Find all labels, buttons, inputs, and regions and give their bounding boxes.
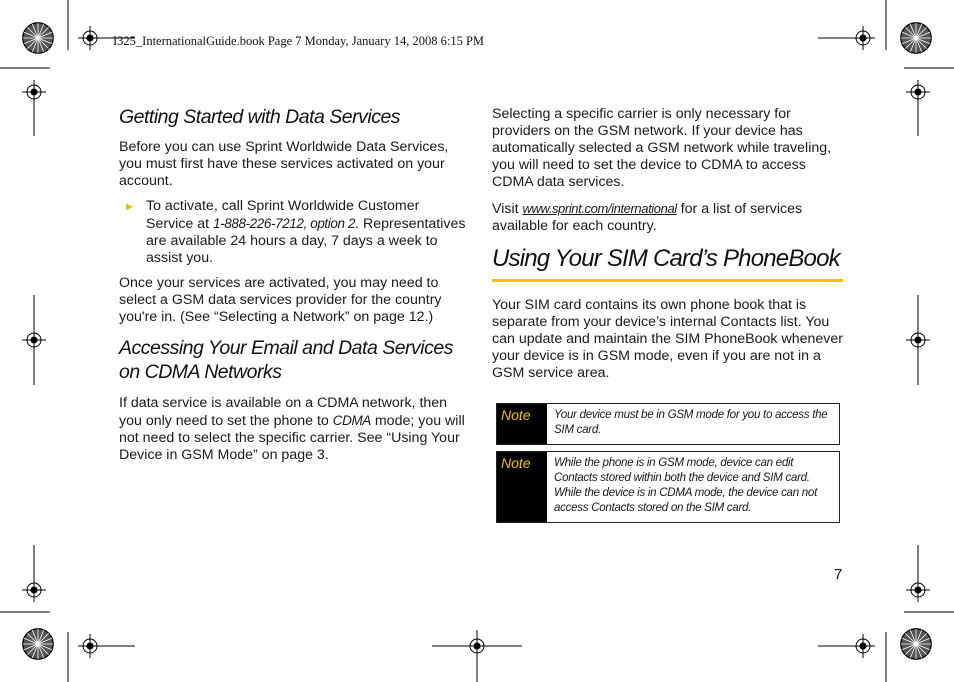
right-column (492, 106, 844, 382)
bullet-item (119, 198, 469, 267)
bullet-arrow-icon: ► (124, 201, 135, 213)
visit-text-before: Visit (492, 201, 523, 217)
paragraph-cdma-data (119, 395, 469, 464)
bullet-text-after: . Representatives are available 24 hours a day, 7 days a week to assist you. (146, 216, 466, 266)
page-number: 7 (834, 566, 843, 583)
paragraph-sim-phonebook: Your SIM card contains its own phone book that is separate from your device’s internal Contacts list. You can update and maintain the SIM PhoneBook whenever your device is in GSM mode, even if you are not in a GSM service area. (492, 297, 843, 381)
note-box-contacts-access (496, 451, 840, 523)
bullet-text-before: To activate, call Sprint Worldwide Customer Service at (146, 198, 420, 232)
cdma-mode-term: CDMA (332, 413, 371, 428)
left-column (119, 105, 469, 464)
book-info-header: I325_InternationalGuide.book Page 7 Monday, January 14, 2008 6:15 PM (113, 34, 485, 48)
title-underline (492, 279, 843, 282)
note-box-gsm-required (496, 403, 840, 445)
sprint-international-link[interactable]: www.sprint.com/international (522, 201, 677, 216)
section-heading-getting-started: Getting Started with Data Services (119, 106, 401, 128)
note-text: While the phone is in GSM mode, device can edit Contacts stored within both the device and SIM card. While the device is in CDMA mode, the device can not access Contacts stored on the SIM card. (554, 456, 817, 514)
paragraph-visit-website (492, 200, 844, 235)
cdma-text-before: If data service is available on a CDMA network, then you only need to set the phone to (119, 395, 448, 429)
note-text: Your device must be in GSM mode for you to access the SIM card. (554, 408, 828, 436)
section-title-sim-phonebook: Using Your SIM Card’s PhoneBook (492, 245, 840, 272)
section-heading-accessing-email: Accessing Your Email and Data Services on CDMA Networks (119, 337, 453, 383)
note-label: Note (497, 404, 547, 444)
note-label: Note (497, 452, 547, 522)
paragraph-carrier-selection: Selecting a specific carrier is only necessary for providers on the GSM network. If your device has automatically selected a GSM network while traveling, you will need to set the device to CDMA to access CDMA data services. (492, 106, 832, 190)
paragraph-select-provider: Once your services are activated, you may need to select a GSM data services provider for the country you're in. (See “Selecting a Network” on page 12.) (119, 275, 442, 325)
cdma-text-after: mode; you will not need to select the specific carrier. See “Using Your Device in GSM Mode” on page 3. (119, 413, 465, 463)
customer-service-phone: 1-888-226-7212, option 2 (213, 216, 356, 231)
visit-text-after: for a list of services available for each country. (492, 201, 803, 234)
paragraph-activation-required: Before you can use Sprint Worldwide Data Services, you must first have these services activated on your account. (119, 139, 449, 189)
bullet-text (146, 198, 469, 267)
